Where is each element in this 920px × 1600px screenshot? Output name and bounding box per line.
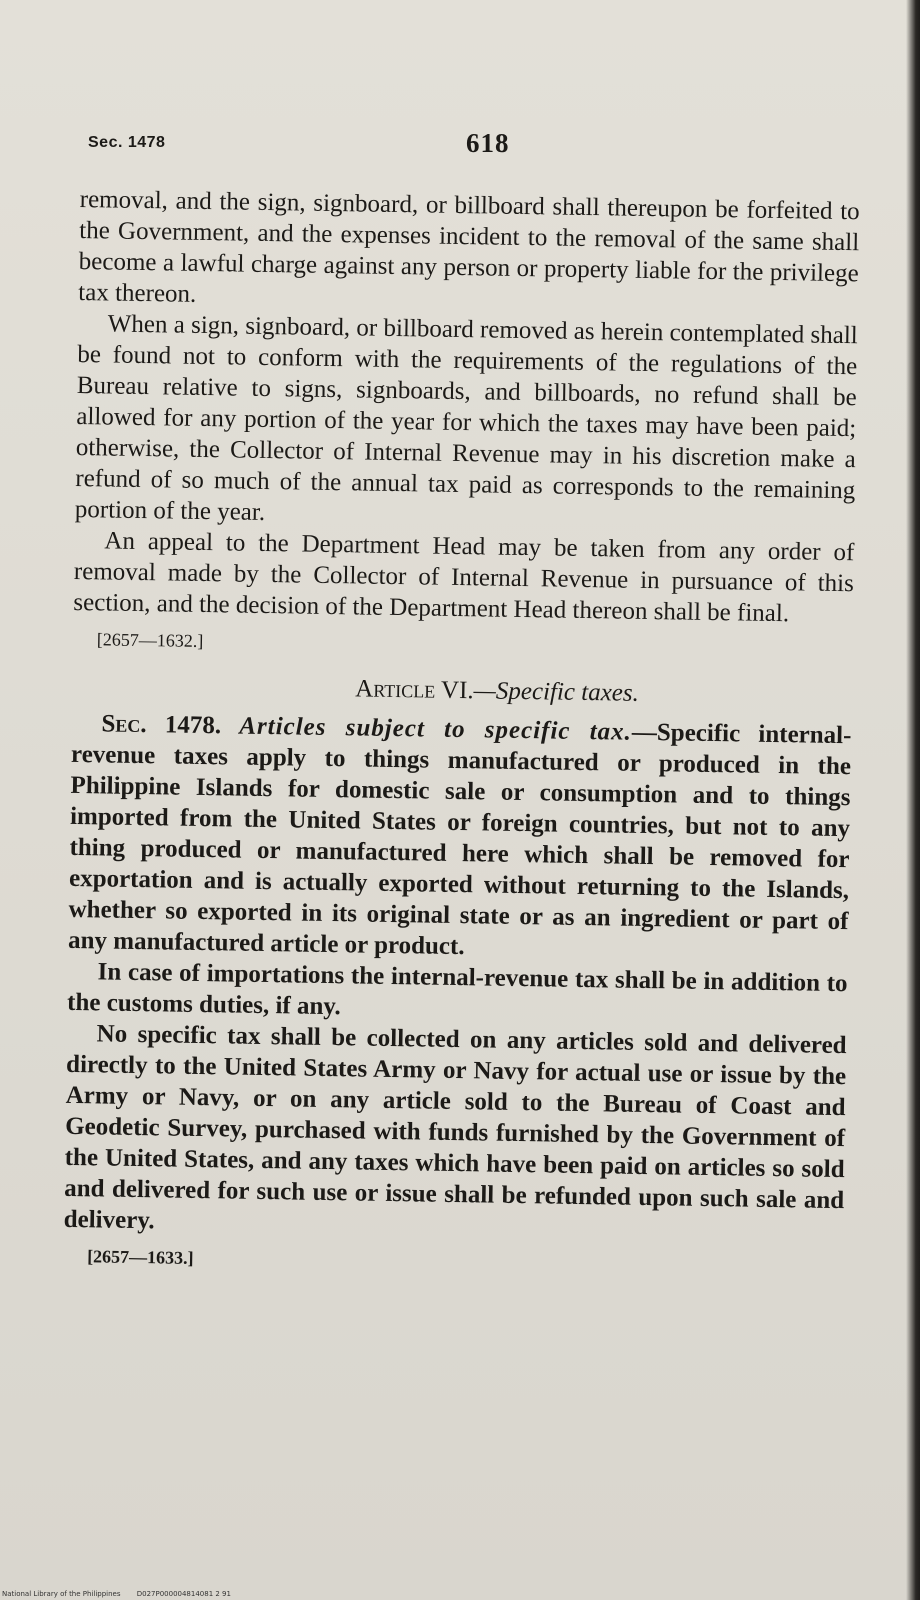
article-title: —Specific taxes. <box>473 677 640 707</box>
footer-library: National Library of the Philippines <box>2 1590 121 1598</box>
article-label: Article VI. <box>355 675 474 705</box>
paragraph-removal: removal, and the sign, signboard, or billboard shall thereupon be forfeited to the Government, and the expenses incident to the removal of the same shall become a lawful charge against any person or property liable for the privilege tax thereon. <box>78 185 860 308</box>
section-title: Articles subject to specific tax. <box>239 712 633 746</box>
paragraph-appeal: An appeal to the Department Head may be taken from any order of removal made by the Collector of Internal Revenue in pursuance of this section, and the decision of the Department Head thereon shall be final. <box>73 527 855 628</box>
citation: [2657—1632.] <box>96 629 204 651</box>
paragraph-importations: In case of importations the internal-revenue tax shall be in addition to the customs duties, if any. <box>66 958 848 1021</box>
footer-watermark <box>2 1590 245 1598</box>
section-1478-paragraph <box>68 708 852 968</box>
paragraph-exemption: No specific tax shall be collected on any articles sold and delivered directly to the United States Army or Navy for actual use or issue by the Army or Navy, or on any article sold to the Bureau of Coast and Geodetic Survey, purchased with funds furnished by the Government of the United States, and any taxes which have been paid on articles so sold and delivered for such use or issue shall be refunded upon such sale and delivery. <box>63 1020 847 1235</box>
section-label: Sec. 1478 <box>88 134 166 151</box>
section-1478-block <box>63 708 852 1284</box>
page-number: 618 <box>466 128 510 158</box>
paragraph-refund: When a sign, signboard, or billboard removed as herein contemplated shall be found not to conform with the requirements of the regulations of the Bureau relative to signs, signboards, and billboards, no refund shall be allowed for any portion of the year for which the taxes may have been paid; otherwise, the Collector of Internal Revenue may in his discretion make a refund of so much of the annual tax paid as corresponds to the remaining portion of the year. <box>74 310 858 526</box>
section-text: —Specific internal-revenue taxes apply to things manufactured or produced in the Philippine Islands for domestic sale or consumption and to things imported from the United States or foreign countries, but not to any thing produced or manufactured here which shall be removed for exportation and is actually exported without returning to the Islands, whether so exported in its original state or as an ingredient or part of any manufactured article or product. <box>67 718 852 961</box>
page-header <box>88 128 878 168</box>
citation: [2657—1633.] <box>87 1246 194 1268</box>
footer-id: D027P000004814081 2 91 <box>136 1590 231 1598</box>
section-number: Sec. 1478. <box>101 710 222 740</box>
page-edge-shadow <box>906 0 920 1600</box>
article-heading <box>72 669 852 712</box>
page-body <box>63 184 860 1290</box>
